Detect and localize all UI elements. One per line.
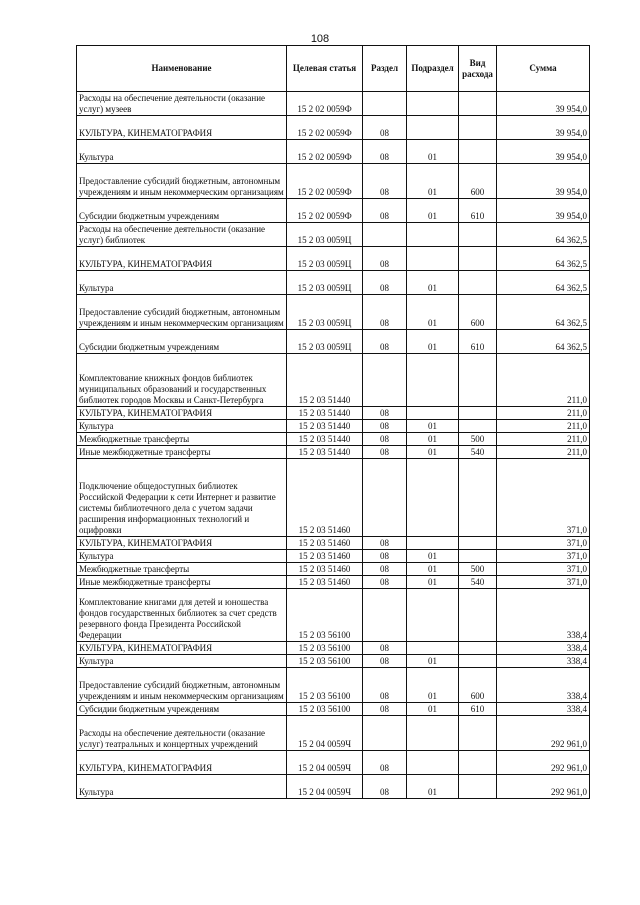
cell-amount: 371,0: [497, 459, 590, 537]
cell-expense-type: [459, 271, 497, 295]
cell-expense-type: 610: [459, 330, 497, 354]
cell-section: 08: [363, 563, 407, 576]
cell-name: Культура: [77, 550, 287, 563]
cell-expense-type: [459, 751, 497, 775]
cell-section: 08: [363, 703, 407, 716]
cell-section: 08: [363, 668, 407, 703]
cell-name: Комплектование книжных фондов библиотек муниципальных образований и государственных библиотек городов Москвы и Санкт-Петербурга: [77, 354, 287, 407]
cell-subsection: [407, 223, 459, 247]
cell-article: 15 2 03 51440: [287, 354, 363, 407]
cell-subsection: 01: [407, 446, 459, 459]
cell-subsection: [407, 116, 459, 140]
cell-name: Расходы на обеспечение деятельности (оказание услуг) театральных и концертных учреждений: [77, 716, 287, 751]
cell-article: 15 2 03 51460: [287, 459, 363, 537]
cell-expense-type: [459, 420, 497, 433]
table-row: [77, 668, 590, 703]
table-row: [77, 642, 590, 655]
cell-subsection: [407, 751, 459, 775]
cell-name: Культура: [77, 775, 287, 799]
cell-section: 08: [363, 775, 407, 799]
table-row: [77, 716, 590, 751]
cell-expense-type: [459, 223, 497, 247]
cell-article: 15 2 02 0059Ф: [287, 199, 363, 223]
cell-expense-type: [459, 655, 497, 668]
cell-article: 15 2 02 0059Ф: [287, 140, 363, 164]
cell-section: 08: [363, 550, 407, 563]
cell-article: 15 2 03 51440: [287, 433, 363, 446]
cell-subsection: 01: [407, 775, 459, 799]
cell-section: 08: [363, 576, 407, 589]
cell-expense-type: 540: [459, 576, 497, 589]
header-amount: Сумма: [497, 46, 590, 92]
table-row: [77, 446, 590, 459]
cell-amount: 371,0: [497, 537, 590, 550]
cell-section: [363, 716, 407, 751]
cell-article: 15 2 04 0059Ч: [287, 775, 363, 799]
table-row: [77, 589, 590, 642]
cell-name: КУЛЬТУРА, КИНЕМАТОГРАФИЯ: [77, 642, 287, 655]
cell-amount: 211,0: [497, 446, 590, 459]
table-row: [77, 164, 590, 199]
cell-subsection: 01: [407, 668, 459, 703]
cell-subsection: 01: [407, 655, 459, 668]
cell-article: 15 2 03 0059Ц: [287, 330, 363, 354]
cell-expense-type: [459, 354, 497, 407]
cell-article: 15 2 03 51460: [287, 576, 363, 589]
cell-name: Предоставление субсидий бюджетным, автономным учреждениям и иным некоммерческим организациям: [77, 295, 287, 330]
cell-subsection: 01: [407, 140, 459, 164]
cell-name: КУЛЬТУРА, КИНЕМАТОГРАФИЯ: [77, 751, 287, 775]
cell-section: [363, 223, 407, 247]
cell-name: Межбюджетные трансферты: [77, 563, 287, 576]
table-row: [77, 247, 590, 271]
cell-subsection: 01: [407, 295, 459, 330]
table-row: [77, 295, 590, 330]
cell-subsection: [407, 459, 459, 537]
cell-subsection: 01: [407, 550, 459, 563]
cell-amount: 39 954,0: [497, 140, 590, 164]
cell-section: 08: [363, 655, 407, 668]
cell-subsection: [407, 589, 459, 642]
cell-subsection: [407, 407, 459, 420]
cell-amount: 211,0: [497, 433, 590, 446]
cell-section: [363, 589, 407, 642]
table-row: [77, 563, 590, 576]
cell-subsection: [407, 247, 459, 271]
table-row: [77, 751, 590, 775]
cell-expense-type: 600: [459, 668, 497, 703]
cell-name: Иные межбюджетные трансферты: [77, 576, 287, 589]
cell-expense-type: 600: [459, 295, 497, 330]
cell-article: 15 2 03 51440: [287, 446, 363, 459]
cell-amount: 338,4: [497, 642, 590, 655]
cell-amount: 338,4: [497, 703, 590, 716]
cell-section: 08: [363, 247, 407, 271]
table-row: [77, 703, 590, 716]
cell-section: 08: [363, 199, 407, 223]
cell-article: 15 2 04 0059Ч: [287, 751, 363, 775]
table-row: [77, 433, 590, 446]
cell-amount: 64 362,5: [497, 223, 590, 247]
cell-expense-type: [459, 537, 497, 550]
cell-name: КУЛЬТУРА, КИНЕМАТОГРАФИЯ: [77, 116, 287, 140]
cell-expense-type: 500: [459, 563, 497, 576]
cell-subsection: [407, 716, 459, 751]
cell-name: Культура: [77, 271, 287, 295]
cell-expense-type: [459, 589, 497, 642]
cell-name: Расходы на обеспечение деятельности (оказание услуг) библиотек: [77, 223, 287, 247]
cell-amount: 39 954,0: [497, 164, 590, 199]
cell-article: 15 2 02 0059Ф: [287, 164, 363, 199]
budget-table: [76, 45, 590, 799]
cell-article: 15 2 02 0059Ф: [287, 92, 363, 116]
cell-name: КУЛЬТУРА, КИНЕМАТОГРАФИЯ: [77, 247, 287, 271]
cell-section: 08: [363, 271, 407, 295]
cell-amount: 292 961,0: [497, 716, 590, 751]
cell-amount: 64 362,5: [497, 247, 590, 271]
cell-amount: 64 362,5: [497, 330, 590, 354]
table-row: [77, 459, 590, 537]
cell-section: 08: [363, 116, 407, 140]
cell-subsection: 01: [407, 330, 459, 354]
cell-expense-type: 540: [459, 446, 497, 459]
cell-name: КУЛЬТУРА, КИНЕМАТОГРАФИЯ: [77, 407, 287, 420]
cell-subsection: 01: [407, 164, 459, 199]
cell-article: 15 2 02 0059Ф: [287, 116, 363, 140]
cell-expense-type: 500: [459, 433, 497, 446]
cell-expense-type: [459, 116, 497, 140]
cell-expense-type: [459, 775, 497, 799]
cell-article: 15 2 04 0059Ч: [287, 716, 363, 751]
cell-amount: 64 362,5: [497, 295, 590, 330]
cell-expense-type: 600: [459, 164, 497, 199]
header-article: Целевая статья: [287, 46, 363, 92]
page-number: 108: [310, 33, 330, 45]
cell-amount: 292 961,0: [497, 775, 590, 799]
cell-amount: 64 362,5: [497, 271, 590, 295]
cell-expense-type: 610: [459, 703, 497, 716]
table-header-row: [77, 46, 590, 92]
table-row: [77, 199, 590, 223]
table-row: [77, 775, 590, 799]
cell-section: 08: [363, 420, 407, 433]
cell-article: 15 2 03 51460: [287, 537, 363, 550]
cell-name: Культура: [77, 420, 287, 433]
cell-name: Субсидии бюджетным учреждениям: [77, 199, 287, 223]
cell-expense-type: [459, 92, 497, 116]
cell-subsection: 01: [407, 563, 459, 576]
table-row: [77, 537, 590, 550]
cell-amount: 338,4: [497, 589, 590, 642]
cell-expense-type: [459, 140, 497, 164]
table-row: [77, 92, 590, 116]
cell-expense-type: [459, 247, 497, 271]
header-expense-type: Вид расхода: [459, 46, 497, 92]
table-row: [77, 420, 590, 433]
table-row: [77, 223, 590, 247]
cell-amount: 338,4: [497, 668, 590, 703]
cell-section: [363, 354, 407, 407]
cell-article: 15 2 03 51440: [287, 407, 363, 420]
cell-article: 15 2 03 0059Ц: [287, 247, 363, 271]
cell-amount: 39 954,0: [497, 116, 590, 140]
cell-subsection: [407, 642, 459, 655]
cell-amount: 211,0: [497, 354, 590, 407]
cell-amount: 211,0: [497, 407, 590, 420]
cell-name: Предоставление субсидий бюджетным, автономным учреждениям и иным некоммерческим организациям: [77, 164, 287, 199]
cell-name: Культура: [77, 655, 287, 668]
header-name: Наименование: [77, 46, 287, 92]
cell-name: Подключение общедоступных библиотек Российской Федерации к сети Интернет и развитие системы библиотечного дела с учетом задачи расширения информационных технологий и оцифровки: [77, 459, 287, 537]
cell-article: 15 2 03 56100: [287, 668, 363, 703]
cell-section: 08: [363, 751, 407, 775]
table-row: [77, 330, 590, 354]
cell-amount: 371,0: [497, 563, 590, 576]
cell-amount: 39 954,0: [497, 92, 590, 116]
cell-name: Культура: [77, 140, 287, 164]
cell-section: 08: [363, 407, 407, 420]
cell-section: [363, 459, 407, 537]
cell-expense-type: [459, 642, 497, 655]
cell-section: 08: [363, 446, 407, 459]
cell-name: Предоставление субсидий бюджетным, автономным учреждениям и иным некоммерческим организациям: [77, 668, 287, 703]
header-subsection: Подраздел: [407, 46, 459, 92]
cell-subsection: 01: [407, 271, 459, 295]
cell-expense-type: [459, 550, 497, 563]
cell-amount: 338,4: [497, 655, 590, 668]
cell-article: 15 2 03 0059Ц: [287, 271, 363, 295]
cell-section: 08: [363, 140, 407, 164]
table-row: [77, 576, 590, 589]
cell-subsection: 01: [407, 420, 459, 433]
cell-subsection: 01: [407, 433, 459, 446]
cell-article: 15 2 03 51440: [287, 420, 363, 433]
cell-name: КУЛЬТУРА, КИНЕМАТОГРАФИЯ: [77, 537, 287, 550]
table-row: [77, 271, 590, 295]
cell-subsection: [407, 537, 459, 550]
cell-name: Иные межбюджетные трансферты: [77, 446, 287, 459]
cell-expense-type: [459, 459, 497, 537]
cell-section: [363, 92, 407, 116]
cell-amount: 39 954,0: [497, 199, 590, 223]
cell-section: 08: [363, 433, 407, 446]
cell-name: Комплектование книгами для детей и юношества фондов государственных библиотек за счет средств резервного фонда Президента Российской Федерации: [77, 589, 287, 642]
table-row: [77, 116, 590, 140]
cell-expense-type: [459, 716, 497, 751]
cell-section: 08: [363, 642, 407, 655]
cell-section: 08: [363, 164, 407, 199]
table-row: [77, 140, 590, 164]
table-row: [77, 354, 590, 407]
cell-article: 15 2 03 56100: [287, 703, 363, 716]
cell-name: Межбюджетные трансферты: [77, 433, 287, 446]
cell-article: 15 2 03 56100: [287, 655, 363, 668]
table-row: [77, 550, 590, 563]
cell-subsection: [407, 354, 459, 407]
cell-amount: 211,0: [497, 420, 590, 433]
cell-subsection: 01: [407, 703, 459, 716]
cell-article: 15 2 03 51460: [287, 563, 363, 576]
cell-subsection: [407, 92, 459, 116]
cell-article: 15 2 03 0059Ц: [287, 223, 363, 247]
table-row: [77, 407, 590, 420]
cell-amount: 371,0: [497, 550, 590, 563]
header-section: Раздел: [363, 46, 407, 92]
cell-section: 08: [363, 295, 407, 330]
cell-article: 15 2 03 0059Ц: [287, 295, 363, 330]
cell-subsection: 01: [407, 199, 459, 223]
cell-article: 15 2 03 56100: [287, 589, 363, 642]
table-row: [77, 655, 590, 668]
cell-amount: 371,0: [497, 576, 590, 589]
cell-section: 08: [363, 537, 407, 550]
cell-expense-type: [459, 407, 497, 420]
cell-subsection: 01: [407, 576, 459, 589]
cell-name: Расходы на обеспечение деятельности (оказание услуг) музеев: [77, 92, 287, 116]
cell-article: 15 2 03 56100: [287, 642, 363, 655]
cell-name: Субсидии бюджетным учреждениям: [77, 703, 287, 716]
cell-article: 15 2 03 51460: [287, 550, 363, 563]
cell-expense-type: 610: [459, 199, 497, 223]
cell-name: Субсидии бюджетным учреждениям: [77, 330, 287, 354]
cell-amount: 292 961,0: [497, 751, 590, 775]
cell-section: 08: [363, 330, 407, 354]
